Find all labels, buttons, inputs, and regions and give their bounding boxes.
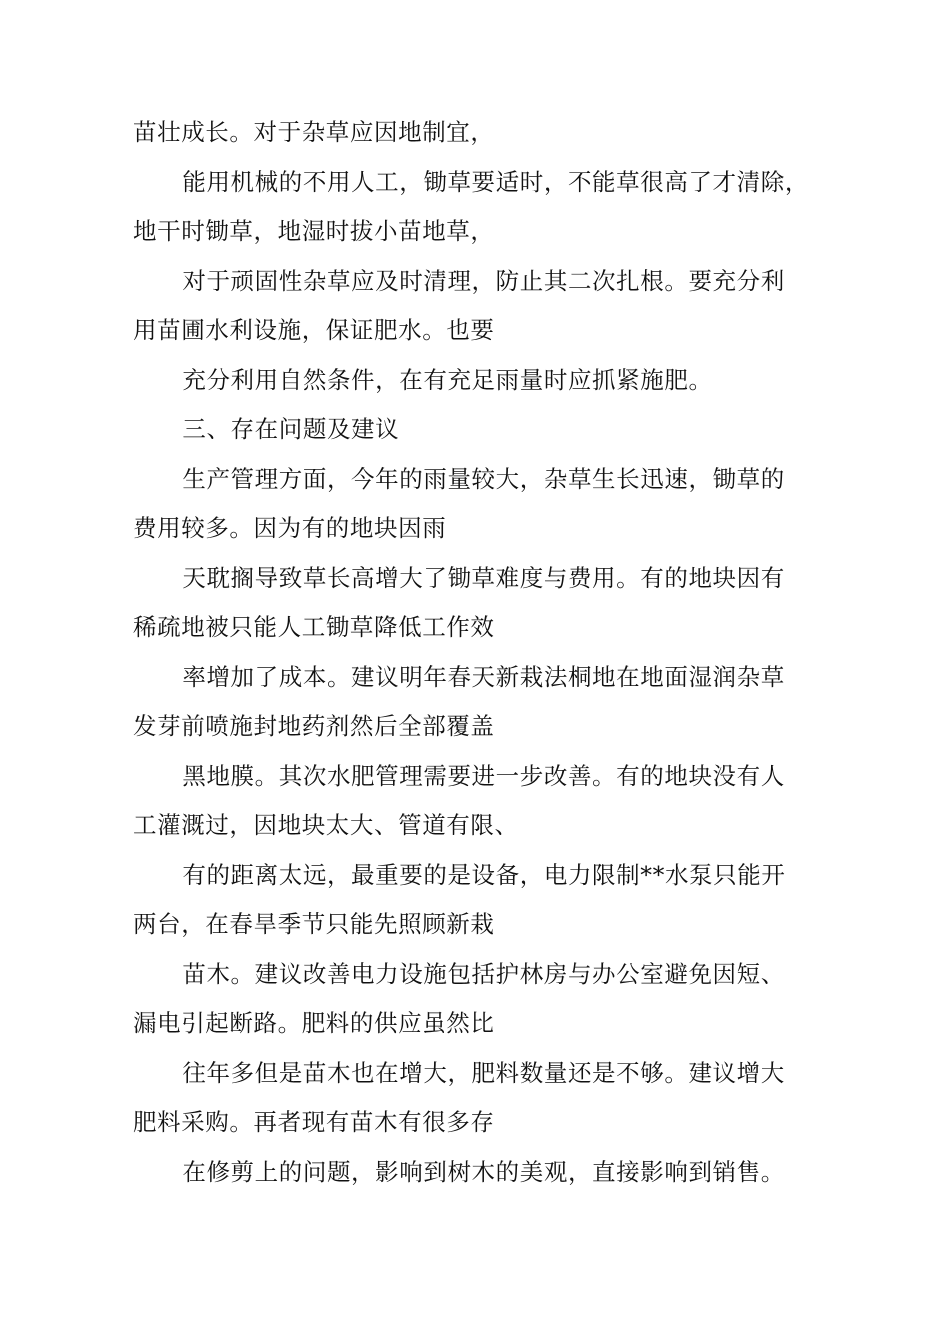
text-line: 有的距离太远，最重要的是设备，电力限制**水泵只能开	[182, 860, 786, 889]
document-body	[133, 108, 833, 1197]
text-line: 生产管理方面，今年的雨量较大，杂草生长迅速，锄草的	[182, 464, 785, 493]
paragraph	[133, 950, 833, 1000]
paragraph	[133, 554, 833, 604]
text-line: 天耽搁导致草长高增大了锄草难度与费用。有的地块因有	[182, 563, 785, 592]
text-line: 苗木。建议改善电力设施包括护林房与办公室避免因短、	[182, 959, 785, 988]
text-line: 充分利用自然条件，在有充足雨量时应抓紧施肥。	[182, 365, 713, 394]
paragraph-continuation	[133, 999, 833, 1049]
text-line: 往年多但是苗木也在增大，肥料数量还是不够。建议增大	[182, 1058, 785, 1087]
text-line: 率增加了成本。建议明年春天新栽法桐地在地面湿润杂草	[182, 662, 785, 691]
paragraph	[133, 851, 833, 901]
paragraph	[133, 455, 833, 505]
text-line: 漏电引起断路。肥料的供应虽然比	[133, 1009, 495, 1037]
text-line: 肥料采购。再者现有苗木有很多存	[133, 1108, 495, 1136]
text-line: 工灌溉过，因地块太大、管道有限、	[133, 811, 519, 839]
text-line: 对于顽固性杂草应及时清理，防止其二次扎根。要充分利	[182, 266, 785, 295]
text-line: 发芽前喷施封地药剂然后全部覆盖	[133, 712, 495, 740]
text-line: 两台，在春旱季节只能先照顾新栽	[133, 910, 495, 938]
paragraph-continuation	[133, 702, 833, 752]
paragraph-continuation	[133, 207, 833, 257]
text-line: 稀疏地被只能人工锄草降低工作效	[133, 613, 495, 641]
paragraph-continuation	[133, 900, 833, 950]
text-line: 苗壮成长。对于杂草应因地制宜，	[133, 118, 495, 146]
paragraph	[133, 108, 833, 158]
section-heading	[133, 405, 833, 455]
text-line: 地干时锄草，地湿时拔小苗地草，	[133, 217, 495, 245]
paragraph	[133, 158, 833, 208]
text-line: 黑地膜。其次水肥管理需要进一步改善。有的地块没有人	[182, 761, 785, 790]
text-line: 在修剪上的问题，影响到树木的美观，直接影响到销售。	[182, 1157, 785, 1186]
text-line: 费用较多。因为有的地块因雨	[133, 514, 447, 542]
text-line: 用苗圃水利设施，保证肥水。也要	[133, 316, 495, 344]
paragraph	[133, 257, 833, 307]
paragraph	[133, 653, 833, 703]
paragraph-continuation	[133, 504, 833, 554]
paragraph-continuation	[133, 603, 833, 653]
paragraph	[133, 752, 833, 802]
text-line: 三、存在问题及建议	[182, 415, 400, 443]
paragraph	[133, 1049, 833, 1099]
paragraph-continuation	[133, 1098, 833, 1148]
paragraph	[133, 1148, 833, 1198]
paragraph	[133, 356, 833, 406]
paragraph-continuation	[133, 306, 833, 356]
text-line: 能用机械的不用人工，锄草要适时，不能草很高了才清除，	[182, 167, 809, 196]
paragraph-continuation	[133, 801, 833, 851]
